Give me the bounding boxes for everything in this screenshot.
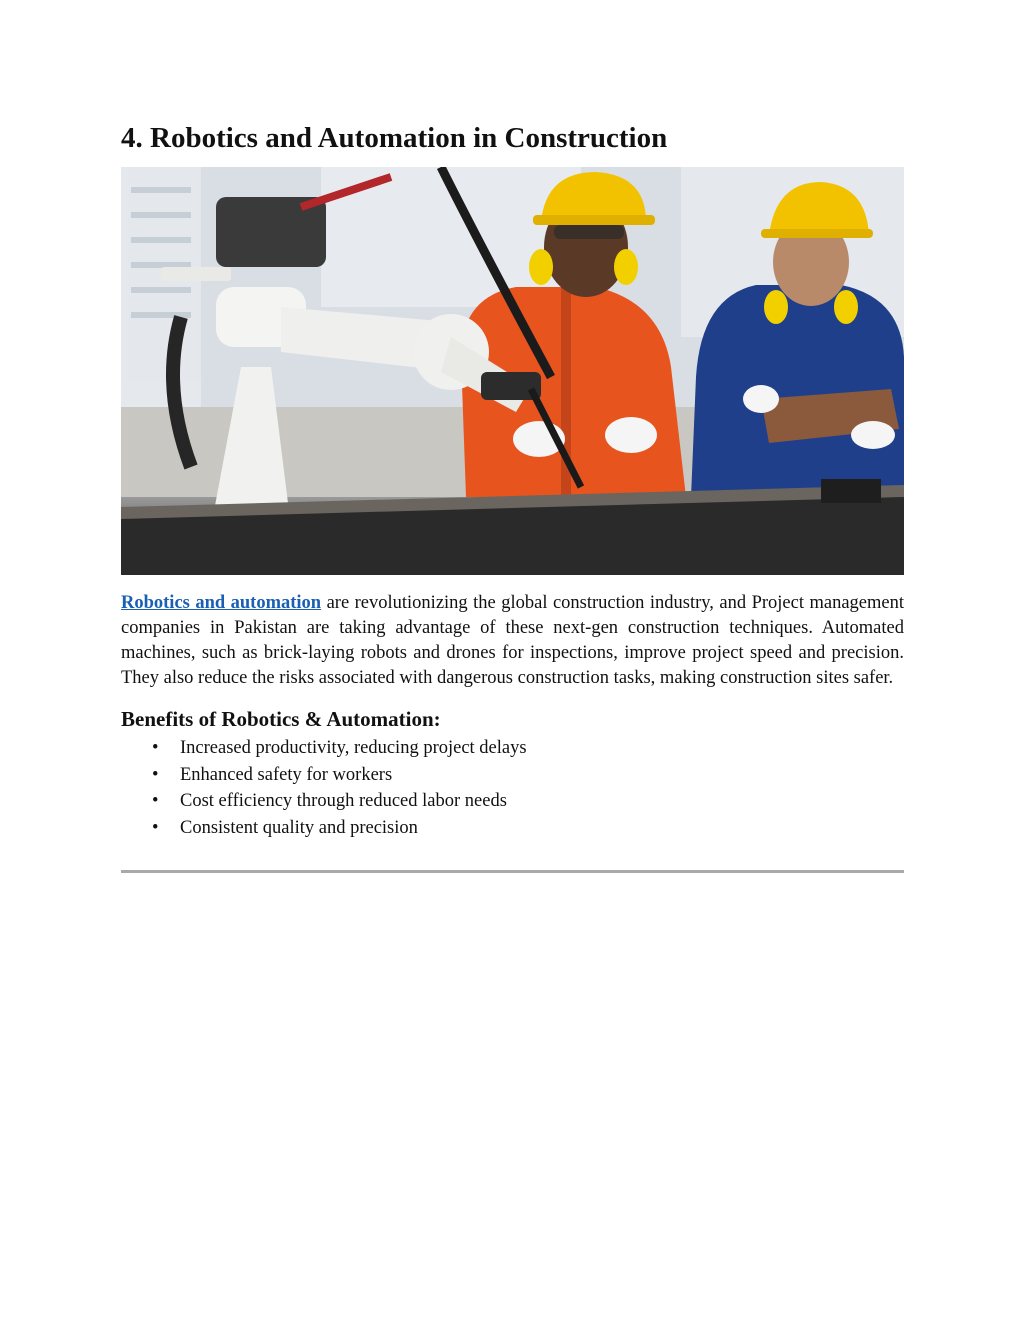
benefits-list [121,735,904,841]
bullet-icon: • [152,817,159,838]
robotics-photo [121,167,904,575]
bullet-icon: • [152,764,159,785]
horizontal-rule [121,870,904,873]
list-item: • Consistent quality and precision [121,815,904,842]
bullet-icon: • [152,791,159,811]
document-page [121,118,904,873]
list-item: • Cost efficiency through reduced labor needs [121,788,904,815]
bullet-icon: • [152,738,159,758]
paragraph-body: are revolutionizing the global construction industry, and Project management companies in Pakistan are taking advantage of these next-gen construction techniques. Automated machines, such as brick-laying robots and drones for inspections, improve project speed and precision. They also reduce the risks associated with dangerous construction tasks, making construction sites safer. [121,593,904,688]
intro-paragraph [121,591,904,691]
robotics-illustration [121,167,904,575]
list-item: • Enhanced safety for workers [121,762,904,789]
list-item: • Increased productivity, reducing project delays [121,735,904,762]
robotics-link[interactable]: Robotics and automation [121,593,322,613]
section-heading: 4. Robotics and Automation in Construction [121,122,668,154]
benefits-heading: Benefits of Robotics & Automation: [121,707,441,731]
